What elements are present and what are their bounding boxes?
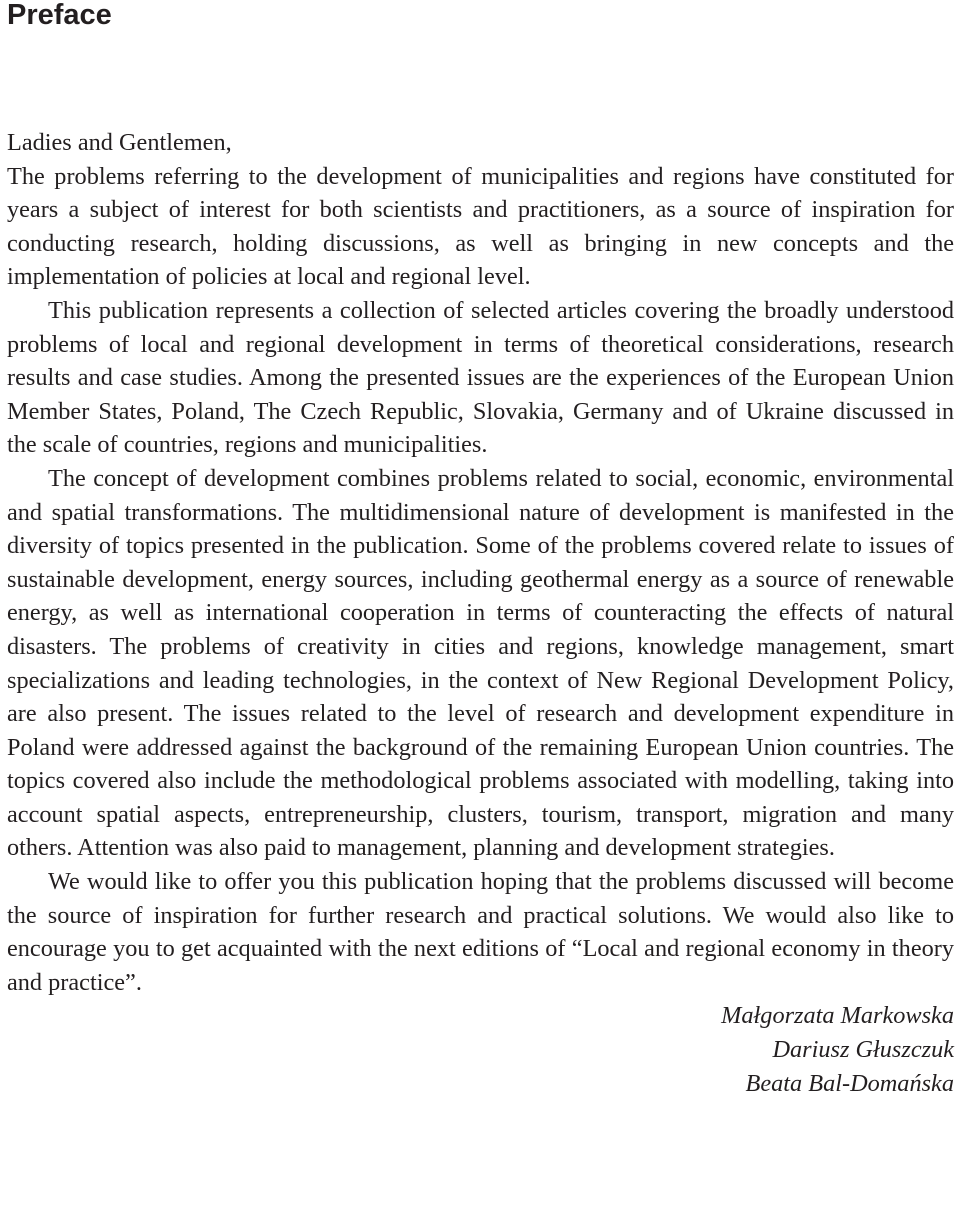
page-title: Preface (7, 0, 112, 31)
salutation: Ladies and Gentlemen, (7, 129, 232, 156)
paragraph-intro: The problems referring to the development of municipalities and regions have constituted for years a subject of interest for both scientists and practitioners, as a source of inspiration for conducting research, holding discussions, as well as bringing in new concepts and the implementation of policies at local and regional level. (7, 162, 954, 291)
signature-block (7, 999, 954, 1100)
signature-name: Beata Bal-Domańska (745, 1069, 954, 1097)
signature-name: Małgorzata Markowska (721, 1002, 954, 1030)
paragraph-development-concept: The concept of development combines problems related to social, economic, environmental and spatial transformations. The multidimensional nature of development is manifested in the diversity of topics presented in the publication. Some of the problems covered relate to issues of sustainable development, energy sources, including geothermal energy as a source of renewable energy, as well as international cooperation in terms of counteracting the effects of natural disasters. The problems of creativity in cities and regions, knowledge management, smart specializations and leading technologies, in the context of New Regional Development Policy, are also present. The issues related to the level of research and development expenditure in Poland were addressed against the background of the remaining European Union countries. The topics covered also include the methodological problems associated with modelling, taking into account spatial aspects, entrepreneurship, clusters, tourism, transport, migration and many others. Attention was also paid to management, planning and development strategies. (7, 464, 954, 862)
paragraph-closing: We would like to offer you this publication hoping that the problems discussed will become the source of inspiration for further research and practical solutions. We would also like to encourage you to get acquainted with the next editions of “Local and regional economy in theory and practice”. (7, 868, 954, 996)
signature-name: Dariusz Głuszczuk (772, 1036, 954, 1064)
preface-page (7, 0, 954, 1100)
paragraph-publication-scope: This publication represents a collection of selected articles covering the broadly understood problems of local and regional development in terms of theoretical considerations, research results and case studies. Among the presented issues are the experiences of the European Union Member States, Poland, The Czech Republic, Slovakia, Germany and of Ukraine discussed in the scale of countries, regions and municipalities. (7, 296, 954, 459)
preface-body (7, 126, 954, 999)
